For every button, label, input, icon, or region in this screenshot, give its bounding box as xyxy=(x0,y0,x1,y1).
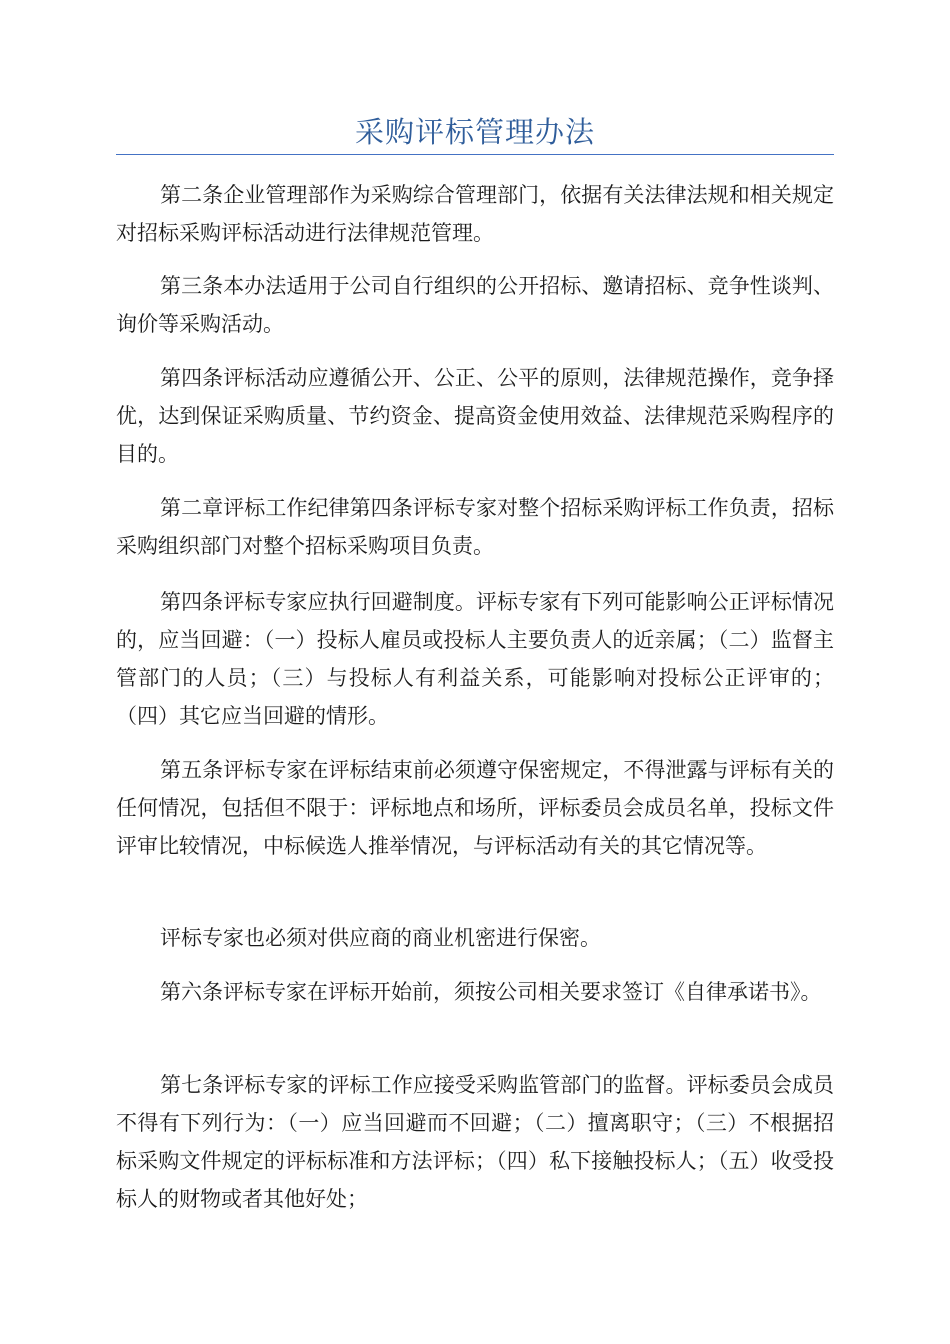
paragraph-article-4-principles: 第四条评标活动应遵循公开、公正、公平的原则，法律规范操作，竞争择优，达到保证采购质量、节约资金、提高资金使用效益、法律规范采购程序的目的。 xyxy=(116,366,834,466)
paragraph-confidentiality: 评标专家也必须对供应商的商业机密进行保密。 xyxy=(160,926,601,950)
paragraph-article-2: 第二条企业管理部作为采购综合管理部门，依据有关法律法规和相关规定对招标采购评标活动进行法律规范管理。 xyxy=(116,183,834,245)
paragraph-article-6: 第六条评标专家在评标开始前，须按公司相关要求签订《自律承诺书》。 xyxy=(160,980,822,1004)
paragraph-article-5: 第五条评标专家在评标结束前必须遵守保密规定，不得泄露与评标有关的任何情况，包括但不限于：评标地点和场所，评标委员会成员名单，投标文件评审比较情况，中标候选人推举情况，与评标活动有关的其它情况等。 xyxy=(116,758,834,858)
paragraph-article-4-recusal: 第四条评标专家应执行回避制度。评标专家有下列可能影响公正评标情况的，应当回避：（一）投标人雇员或投标人主要负责人的近亲属；（二）监督主管部门的人员；（三）与投标人有利益关系，可能影响对投标公正评审的；（四）其它应当回避的情形。 xyxy=(116,590,834,728)
title-underline xyxy=(116,154,834,155)
document-title: 采购评标管理办法 xyxy=(354,115,595,149)
paragraph-chapter-2: 第二章评标工作纪律第四条评标专家对整个招标采购评标工作负责，招标采购组织部门对整个招标采购项目负责。 xyxy=(116,496,834,558)
paragraph-article-7: 第七条评标专家的评标工作应接受采购监管部门的监督。评标委员会成员不得有下列行为：（一）应当回避而不回避；（二）擅离职守；（三）不根据招标采购文件规定的评标标准和方法评标；（四）私下接触投标人；（五）收受投标人的财物或者其他好处； xyxy=(116,1073,834,1211)
paragraph-article-3: 第三条本办法适用于公司自行组织的公开招标、邀请招标、竞争性谈判、询价等采购活动。 xyxy=(116,274,834,336)
